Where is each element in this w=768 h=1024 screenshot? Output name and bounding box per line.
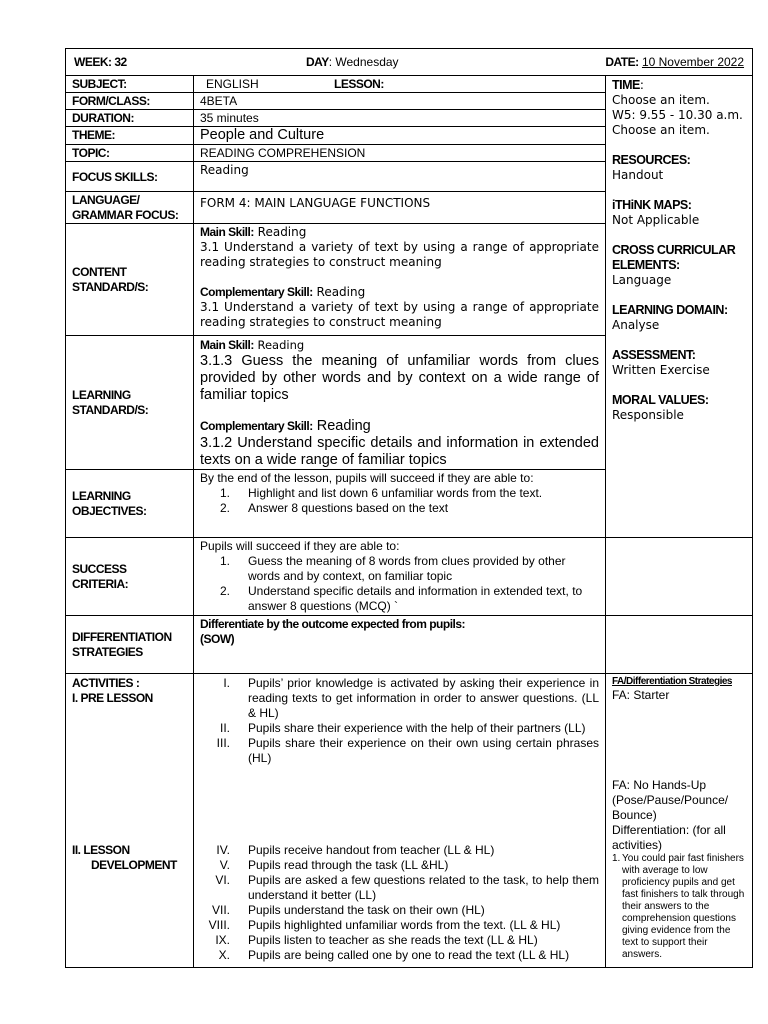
time-choose-item-1[interactable]: Choose an item. <box>612 93 710 107</box>
development-item-number: VII. <box>211 903 230 917</box>
differentiation-row <box>66 616 753 674</box>
learning-main-value: Reading <box>253 338 305 352</box>
development-list <box>200 843 599 963</box>
objective-item-number: 1. <box>219 486 230 500</box>
pre-lesson-item-number: I. <box>223 676 230 690</box>
development-item-number: V. <box>219 858 230 872</box>
week-label: WEEK: 32 <box>74 55 127 69</box>
dev-label-2: DEVELOPMENT <box>91 858 177 872</box>
duration-value: 35 minutes <box>194 110 605 127</box>
fa-differentiation: Differentiation: (for all activities) <box>612 823 726 852</box>
success-item-text: Guess the meaning of 8 words from clues provided by other words and by context, on familiar topic <box>248 554 566 583</box>
ithink-label: iTHiNK MAPS: <box>612 198 692 212</box>
form-value: 4BETA <box>194 93 605 110</box>
pre-lesson-item-text: Pupils share their experience on their own using certain phrases (HL) <box>248 736 599 765</box>
fa-header: FA/Differentiation Strategies <box>612 676 732 687</box>
cross-label-1: CROSS CURRICULAR <box>612 243 736 257</box>
lesson-plan-table <box>65 48 753 968</box>
objective-item <box>200 501 599 516</box>
content-comp-text: 3.1 Understand a variety of text by using a range of appropriate reading strategies to construct meaning <box>200 300 599 329</box>
fa-hands-up: FA: No Hands-Up (Pose/Pause/Pounce/ Bounce) <box>612 778 729 822</box>
development-item-number: X. <box>218 948 230 962</box>
objective-item-text: Highlight and list down 6 unfamiliar words from the text. <box>248 486 543 500</box>
pre-lesson-item <box>200 676 599 721</box>
pre-lesson-list <box>200 676 599 766</box>
date-field <box>605 53 744 71</box>
development-item-number: IV. <box>216 843 230 857</box>
time-value: W5: 9.55 - 10.30 a.m. <box>612 108 743 122</box>
learning-label-2: STANDARD/S: <box>72 403 149 417</box>
pre-lesson-item-number: III. <box>216 736 230 750</box>
domain-value: Analyse <box>612 318 660 332</box>
development-item <box>200 843 599 858</box>
development-item <box>200 948 599 963</box>
diff-side-empty <box>606 616 753 674</box>
assessment-label: ASSESSMENT: <box>612 348 696 362</box>
ithink-value: Not Applicable <box>612 213 700 227</box>
pre-lesson-item <box>200 736 599 766</box>
grammar-value: FORM 4: MAIN LANGUAGE FUNCTIONS <box>194 192 606 224</box>
success-item <box>200 554 599 584</box>
topic-label: TOPIC: <box>72 146 110 160</box>
development-item <box>200 873 599 903</box>
subject-row <box>194 76 605 93</box>
development-item <box>200 933 599 948</box>
day-value: : Wednesday <box>328 55 399 69</box>
development-item <box>200 918 599 933</box>
success-item-number: 2. <box>219 584 230 598</box>
learning-comp-text: 3.1.2 Understand specific details and information in extended texts on a wide range of familiar topics <box>200 435 599 468</box>
diff-value-1: Differentiate by the outcome expected from pupils: <box>200 617 466 631</box>
lesson-development-label <box>72 843 177 873</box>
objective-item-text: Answer 8 questions based on the text <box>248 501 449 515</box>
date-value: 10 November 2022 <box>641 55 745 69</box>
diff-value-2: (SOW) <box>200 632 235 646</box>
development-item-text: Pupils are being called one by one to read the text (LL & HL) <box>248 948 570 962</box>
day-label: DAY <box>306 55 329 69</box>
development-item-text: Pupils receive handout from teacher (LL & HL) <box>248 843 495 857</box>
theme-value: People and Culture <box>194 127 605 145</box>
pre-lesson-label: I. PRE LESSON <box>72 691 153 705</box>
success-label-2: CRITERIA: <box>72 577 129 591</box>
header-row <box>66 49 753 76</box>
form-label: FORM/CLASS: <box>66 93 193 110</box>
content-label-2: STANDARD/S: <box>72 280 149 294</box>
pre-lesson-item-number: II. <box>219 721 230 735</box>
objective-item-number: 2. <box>219 501 230 515</box>
success-item-text: Understand specific details and information in extended text, to answer 8 questions (MCQ) ` <box>248 584 583 613</box>
content-label-1: CONTENT <box>72 265 127 279</box>
side-panel <box>606 76 753 538</box>
time-label: TIME <box>612 78 640 92</box>
development-item-text: Pupils are asked a few questions related to the task, to help them understand it better (LL) <box>248 873 599 902</box>
content-comp-label: Complementary Skill: <box>200 285 313 299</box>
success-side-empty <box>606 538 753 616</box>
cross-label-2: ELEMENTS: <box>612 258 680 272</box>
learning-comp-label: Complementary Skill: <box>200 419 313 433</box>
fa-note-item-number: 1. <box>612 853 621 864</box>
time-choose-item-2[interactable]: Choose an item. <box>612 123 710 137</box>
lesson-label: LESSON: <box>334 77 384 91</box>
time-colon: : <box>639 78 644 92</box>
content-main-text: 3.1 Understand a variety of text by using a range of appropriate reading strategies to construct meaning <box>200 240 599 269</box>
development-item-text: Pupils understand the task on their own (HL) <box>248 903 485 917</box>
focus-label: FOCUS SKILLS: <box>66 162 194 192</box>
day-field <box>306 53 399 71</box>
subject-value: ENGLISH <box>206 77 259 91</box>
cross-value: Language <box>612 273 672 287</box>
topic-value: READING COMPREHENSION <box>200 146 366 160</box>
moral-value: Responsible <box>612 408 684 422</box>
info-block-row <box>66 76 753 162</box>
success-item-number: 1. <box>219 554 230 568</box>
learning-comp-value: Reading <box>312 418 371 434</box>
success-label-1: SUCCESS <box>72 562 127 576</box>
objectives-label-2: OBJECTIVES: <box>72 504 147 518</box>
development-item-number: VIII. <box>208 918 230 932</box>
diff-label-1: DIFFERENTIATION <box>72 630 172 644</box>
fa-note-item-text: You could pair fast finishers with average to low proficiency pupils and get fast finishers to talk through their answers to the comprehension questions giving evidence from the text to support their answers. <box>622 853 745 960</box>
learning-label-1: LEARNING <box>72 388 131 402</box>
resources-label: RESOURCES: <box>612 153 691 167</box>
dev-label-1: II. LESSON <box>72 843 130 857</box>
pre-lesson-item-text: Pupils’ prior knowledge is activated by asking their experience in reading texts to get information in order to answer questions. (LL & HL) <box>248 676 599 720</box>
success-list <box>200 554 599 614</box>
development-item <box>200 858 599 873</box>
subject-label: SUBJECT: <box>66 76 193 93</box>
development-item <box>200 903 599 918</box>
content-main-label: Main Skill: <box>200 225 254 239</box>
development-item-number: IX. <box>215 933 230 947</box>
objectives-list <box>200 486 599 516</box>
content-main-value: Reading <box>253 225 307 239</box>
objectives-intro: By the end of the lesson, pupils will succeed if they are able to: <box>200 471 534 485</box>
resources-value: Handout <box>612 168 664 182</box>
development-item-text: Pupils listen to teacher as she reads the text (LL & HL) <box>248 933 538 947</box>
development-item-text: Pupils read through the task (LL &HL) <box>248 858 449 872</box>
objectives-label-1: LEARNING <box>72 489 131 503</box>
success-item <box>200 584 599 614</box>
fa-starter: FA: Starter <box>612 688 670 702</box>
diff-label-2: STRATEGIES <box>72 645 143 659</box>
fa-note-item <box>612 853 748 961</box>
pre-lesson-item-text: Pupils share their experience with the help of their partners (LL) <box>248 721 586 735</box>
objective-item <box>200 486 599 501</box>
fa-notes-list <box>612 853 748 961</box>
content-comp-value: Reading <box>312 285 366 299</box>
development-item-text: Pupils highlighted unfamiliar words from the text. (LL & HL) <box>248 918 561 932</box>
date-label: DATE: <box>605 55 639 69</box>
activities-label: ACTIVITIES : <box>72 676 140 690</box>
learning-main-label: Main Skill: <box>200 338 254 352</box>
pre-lesson-item <box>200 721 599 736</box>
success-row <box>66 538 753 616</box>
duration-label: DURATION: <box>66 110 193 127</box>
success-intro: Pupils will succeed if they are able to: <box>200 539 400 553</box>
learning-main-text: 3.1.3 Guess the meaning of unfamiliar words from clues provided by other words and by context on a wide range of familiar topics <box>200 353 599 403</box>
grammar-label-2: GRAMMAR FOCUS: <box>72 208 179 222</box>
domain-label: LEARNING DOMAIN: <box>612 303 728 317</box>
fa-panel <box>606 674 753 968</box>
grammar-label-1: LANGUAGE/ <box>72 193 140 207</box>
focus-value: Reading <box>194 162 606 192</box>
assessment-value: Written Exercise <box>612 363 710 377</box>
moral-label: MORAL VALUES: <box>612 393 709 407</box>
theme-label: THEME: <box>66 127 193 145</box>
development-item-number: VI. <box>215 873 230 887</box>
activities-row <box>66 674 753 968</box>
